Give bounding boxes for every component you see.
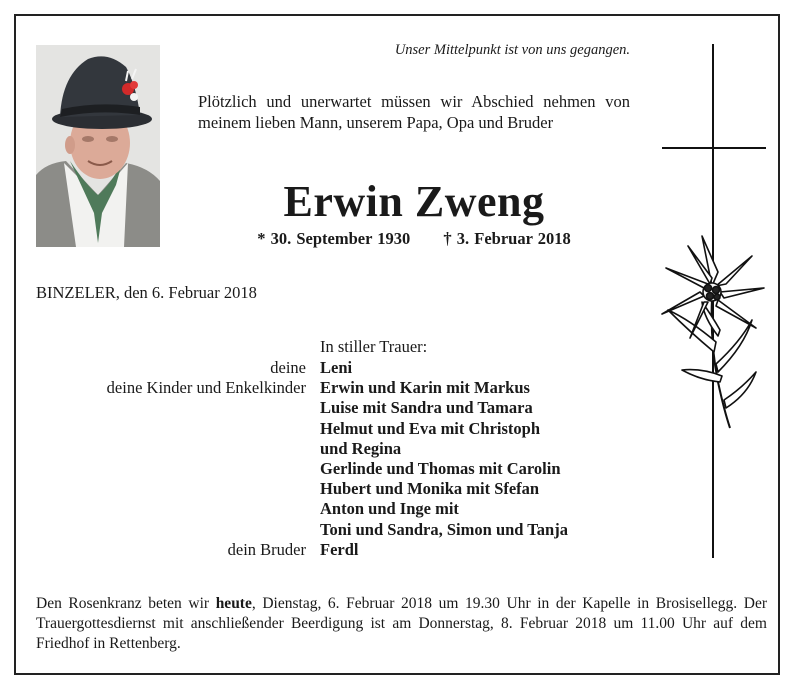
family-column <box>320 358 650 560</box>
relation-line <box>30 459 306 479</box>
deceased-name: Erwin Zweng <box>283 177 545 226</box>
relation-line <box>30 520 306 540</box>
motto-text: Unser Mittelpunkt ist von uns gegangen. <box>394 42 630 58</box>
cross-bar <box>662 147 766 149</box>
family-line: Gerlinde und Thomas mit Carolin <box>320 458 561 478</box>
relation-line <box>30 419 306 439</box>
service-info-today: heute <box>215 595 252 612</box>
service-info-post: , Dienstag, 6. Februar 2018 um 19.30 Uhr in der Kapelle in Brosisellegg. Der Trauergottesdiernst mit anschließender Beerdigung ist am Donnerstag, 8. Februar 2018 um 11.00 Uhr auf dem Friedhof in Rettenberg. <box>36 595 767 652</box>
relation-line <box>30 398 306 418</box>
family-line: Helmut und Eva mit Christoph <box>320 418 541 438</box>
relation-line: deine Kinder und Enkelkinder <box>106 378 306 398</box>
birth-date: * 30. September 1930 <box>257 229 411 248</box>
family-line: Ferdl <box>320 539 359 559</box>
portrait-photo <box>36 45 160 247</box>
relation-line: deine <box>270 358 306 377</box>
service-info-pre: Den Rosenkranz beten wir <box>36 595 216 612</box>
intro-text: Plötzlich und unerwartet müssen wir Abschied nehmen von meinem lieben Mann, unserem Papa, Opa und Bruder <box>198 92 630 132</box>
death-date: † 3. Februar 2018 <box>443 229 571 248</box>
relations-column <box>30 358 306 560</box>
family-line: Erwin und Karin mit Markus <box>320 378 530 398</box>
life-dates <box>198 229 630 249</box>
relation-line: dein Bruder <box>227 539 306 559</box>
family-line: Luise mit Sandra und Tamara <box>320 398 533 418</box>
relation-line <box>30 439 306 459</box>
relation-line <box>30 479 306 499</box>
relation-line <box>30 499 306 519</box>
edelweiss-icon <box>660 232 768 432</box>
family-line: Anton und Inge mit <box>320 499 459 519</box>
family-line: und Regina <box>320 438 402 458</box>
service-info <box>36 594 767 654</box>
family-line: Leni <box>320 358 353 377</box>
family-line: Toni und Sandra, Simon und Tanja <box>320 519 568 539</box>
family-line: Hubert und Monika mit Sfefan <box>320 479 540 499</box>
portrait-image <box>36 45 160 247</box>
mourning-label: In stiller Trauer: <box>320 337 428 356</box>
place-date: BINZELER, den 6. Februar 2018 <box>36 283 257 302</box>
